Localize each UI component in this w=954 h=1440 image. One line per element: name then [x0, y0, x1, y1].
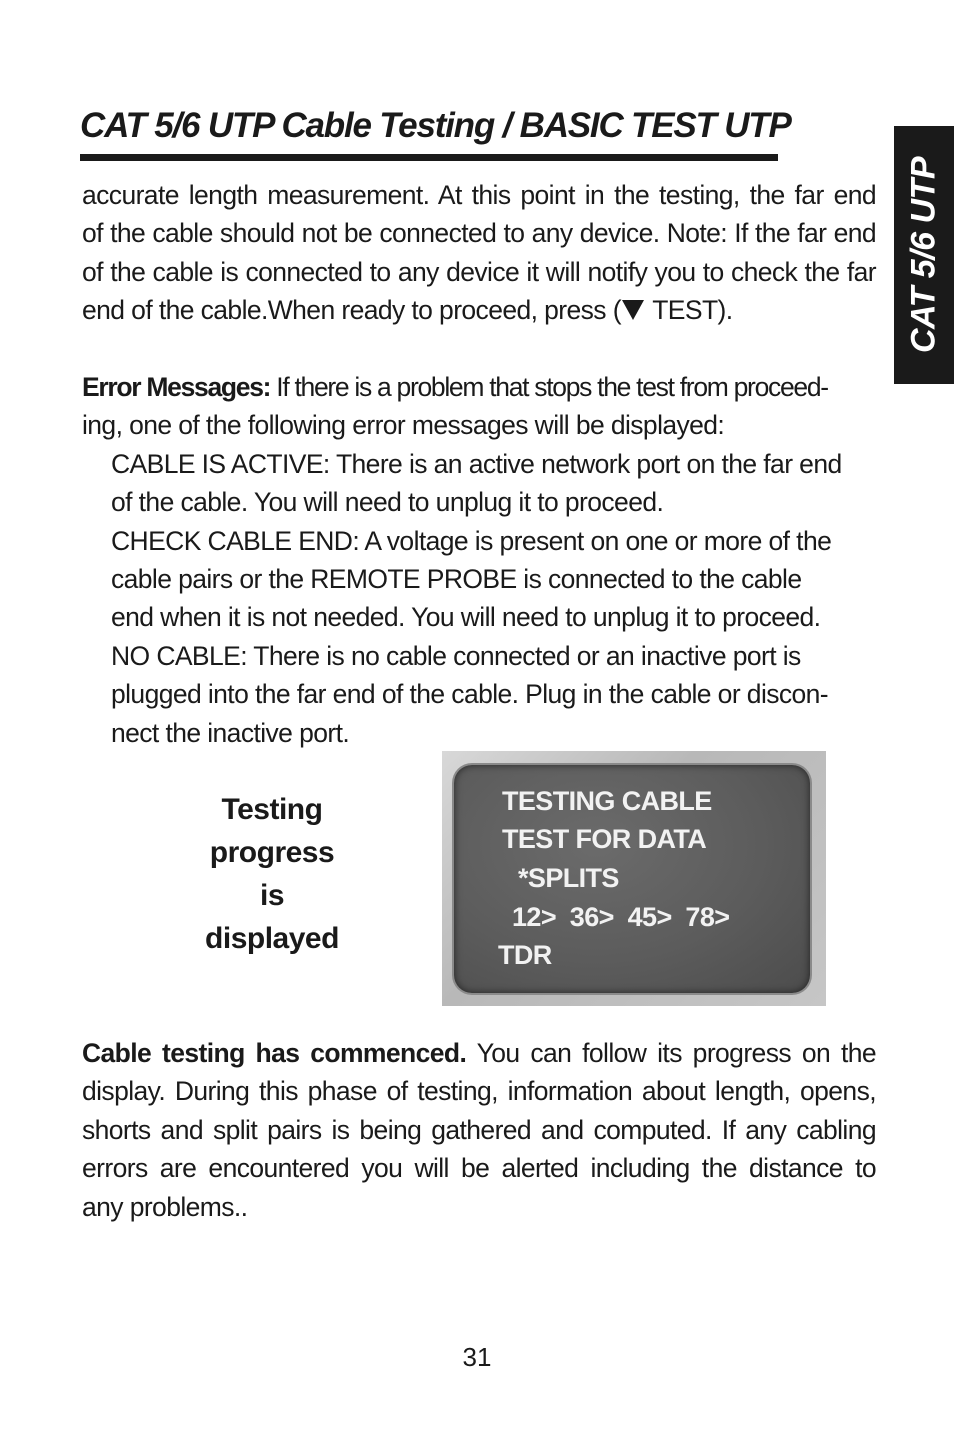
error-intro-text: If there is a problem that stops the test from proceed-: [270, 372, 828, 402]
error-item-line: plugged into the far end of the cable. Plug in the cable or discon-: [111, 679, 829, 710]
commenced-text: You can follow its progress on the: [466, 1038, 876, 1068]
intro-line: of the cable should not be connected to any device. Note: If the far end: [82, 218, 876, 249]
commenced-paragraph: [82, 1034, 876, 1226]
lcd-line: TEST FOR DATA: [502, 824, 707, 854]
caption-line: is: [259, 879, 285, 912]
error-item-line: end when it is not needed. You will need to unplug it to proceed.: [111, 602, 821, 633]
error-item-line: NO CABLE: There is no cable connected or an inactive port is: [111, 640, 801, 671]
error-intro-line: ing, one of the following error messages will be displayed:: [82, 410, 725, 441]
intro-line-start: end of the cable.When ready to proceed, press (: [82, 295, 621, 326]
error-item-line: CHECK CABLE END: A voltage is present on one or more of the: [111, 525, 832, 556]
title-underline: [80, 154, 778, 161]
caption-line: Testing: [221, 793, 323, 826]
caption-line: progress: [209, 836, 335, 869]
error-item-line: of the cable. You will need to unplug it to proceed.: [111, 487, 664, 518]
device-display-photo: [442, 751, 826, 1006]
commenced-line: shorts and split pairs is being gathered and computed. If any cabling: [82, 1114, 876, 1145]
figure-caption: [172, 788, 372, 960]
down-triangle-icon: [622, 300, 644, 320]
lcd-line: TESTING CABLE: [502, 786, 712, 816]
error-intro-line: [82, 368, 876, 406]
intro-line: accurate length measurement. At this point in the testing, the far end: [82, 180, 876, 210]
intro-paragraph: [82, 176, 876, 330]
page-title: CAT 5/6 UTP Cable Testing / BASIC TEST UTP: [80, 106, 791, 145]
lcd-line: TDR: [498, 940, 552, 970]
commenced-line: any problems..: [82, 1191, 248, 1222]
error-messages-section: [82, 368, 876, 752]
lcd-line: *SPLITS: [518, 863, 619, 893]
error-item-line: cable pairs or the REMOTE PROBE is connected to the cable: [111, 564, 802, 595]
commenced-line: display. During this phase of testing, information about length, opens,: [82, 1076, 876, 1107]
page-number: 31: [462, 1342, 492, 1372]
section-tab-label: CAT 5/6 UTP: [904, 156, 943, 354]
commenced-heading: Cable testing has commenced.: [82, 1038, 467, 1068]
error-item-line: nect the inactive port.: [111, 717, 350, 748]
commenced-line: errors are encountered you will be alerted including the distance to: [82, 1153, 876, 1184]
error-item-line: CABLE IS ACTIVE: There is an active network port on the far end: [111, 448, 842, 479]
intro-line: [82, 291, 876, 329]
section-tab: [894, 126, 954, 384]
intro-line-end: TEST).: [645, 295, 733, 326]
caption-line: displayed: [205, 922, 339, 955]
commenced-line: [82, 1034, 876, 1072]
error-messages-heading: Error Messages:: [82, 372, 271, 402]
intro-line: of the cable is connected to any device it will notify you to check the far: [82, 256, 876, 287]
lcd-line: 12> 36> 45> 78>: [512, 902, 730, 932]
